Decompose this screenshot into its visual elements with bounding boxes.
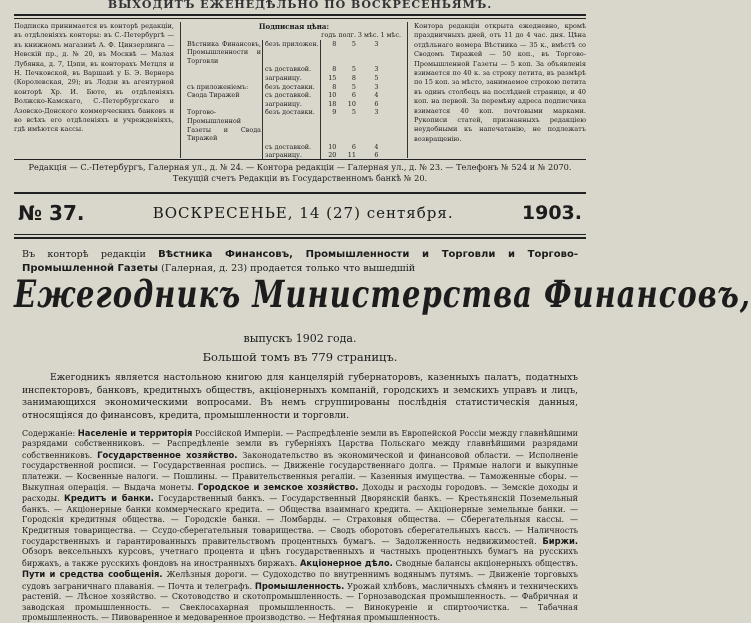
- issue-date: ВОСКРЕСЕНЬЕ, 14 (27) сентября.: [152, 204, 454, 222]
- price-value: 6: [351, 142, 356, 151]
- price-label: заграницу.: [262, 151, 320, 160]
- price-value: 5: [351, 108, 356, 117]
- yearbook-volume: Большой томъ въ 779 страницъ.: [202, 350, 398, 364]
- price-col-head: годъ: [321, 31, 337, 39]
- issue-rule-thin: [14, 234, 586, 235]
- price-value: 4: [374, 91, 379, 100]
- price-value: [379, 91, 402, 100]
- price-value: 8: [332, 82, 337, 91]
- intro-text: Въ конторѣ редакціи: [22, 249, 146, 260]
- contents-section-text: Урожай хлѣбовъ, масличныхъ сѣмянъ и техническихъ растеній. — Лѣсное хозяйство. — Скотоводство и скотопромышленность. — Горнозаводская промышленность. — Фабричная и заводская промышленность. — Свеклосахарная промышленность. — Винокуреніе и спиртоочистка. — Табачная промышленность. — Пивоваренное и медоваренное производство. — Нефтяная промышленность.: [22, 581, 578, 622]
- price-label: заграницу.: [262, 100, 320, 109]
- contents-section-text: Обзоръ вексельныхъ курсовъ, учетнаго процента и цѣнъ государственныхъ и частныхъ процентныхъ бумагъ на русскихъ биржахъ, а также русскихъ фондовъ на иностранныхъ биржахъ.: [22, 547, 578, 568]
- price-group: Свода Тиражей: [187, 91, 240, 100]
- contents-section-title: Биржи.: [542, 536, 579, 547]
- price-value: 8: [351, 73, 356, 82]
- contents-section-title: Промышленность.: [254, 580, 345, 591]
- price-label: безъ доставки.: [262, 108, 320, 142]
- price-value: 6: [374, 151, 379, 160]
- price-group: съ приложеніемъ:: [187, 82, 249, 91]
- contents-section-title: Государственное хозяйство.: [97, 449, 238, 460]
- contents-section-text: Россійской Имперіи. — Распредѣленіе земли въ Европейской Россіи между главнѣйшими разрядами собственниковъ. — Распредѣленіе земли въ губерніяхъ Царства Польскаго между главнѣйшими разрядами собственниковъ.: [22, 429, 579, 460]
- price-value: 8: [332, 39, 337, 48]
- price-label: съ доставкой.: [262, 143, 320, 152]
- price-value: [379, 74, 402, 83]
- masthead-banner: ВЫХОДИТЪ ЕЖЕНЕДѢЛЬНО ПО ВОСКРЕСЕНЬЯМЪ.: [107, 0, 493, 11]
- price-row: [186, 100, 402, 109]
- subscription-notice: Подписка принимается въ конторѣ редакціи, въ отдѣленіяхъ конторы: въ С.-Петербургѣ — въ книжномъ магазинѣ А. Ф. Цинзерлинга — Невскій пр., д. № 20, въ Москвѣ — Малая Лубянка, д. 7, Цэпи, въ конторахъ Метцля и Н. Печковской, въ Варшавѣ у Б. Э. Вернера (Королевская, 29); въ Лодзи въ агентурной конторѣ Хр. И. Бюте, въ отдѣленіяхъ Волжско-Камскаго, С.-Петербургскаго и Азовско-Донского коммерческихъ банковъ и во всѣхъ его отдѣленіяхъ и учрежденіяхъ, гдѣ имѣются кассы.: [14, 22, 181, 158]
- issue-rule-bottom: [14, 237, 586, 239]
- editorial-notice: Контора редакціи открыта ежедневно, кромѣ праздничныхъ дней, отъ 11 до 4 час. дня. Цѣна отдѣльнаго номера Вѣстника — 35 к., вмѣстѣ со Сводомъ Тиражей — 50 коп., въ Торгово-Промышленной Газеты — 5 коп. За объявленія взимается по 40 к. за строку петита, въ размѣрѣ по 15 коп. за мѣсто, занимаемое строкою петита въ одинъ столбецъ на послѣдней странице, и 40 коп. на первой. За перемѣну адреса подписчика взимается 40 коп. почтовыми марками. Рукописи статей, признанныхъ редакціею неудобными къ напечатанію, не подлежатъ возвращенію.: [414, 22, 586, 143]
- contents-section-text: Государственный банкъ. — Государственный Дворянскій банкъ. — Крестьянскій Поземельный банкъ. — Акціонерные банки коммерческаго кредита. — Общества взаимнаго кредита. — Акціонерные земельные банки. — Городскія кредитныя общества. — Городскіе банки. — Ломбарды. — Страховыя общества. — Сберегательныя кассы. — Кредитныя товарищества. — Ссудо-сберегательныя товарищества. — Сводъ оборотовъ сберегательныхъ кассъ. — Наличность государственныхъ и гарантированныхъ правительствомъ процентныхъ бумагъ. — Задолженность недвижимостей.: [22, 494, 579, 547]
- price-row: [186, 108, 402, 142]
- price-value: 11: [347, 151, 356, 160]
- price-value: [379, 143, 402, 152]
- price-value: [379, 83, 402, 92]
- price-value: [379, 108, 402, 142]
- info-rule: [14, 159, 586, 160]
- price-group: [186, 100, 262, 109]
- price-table-head: [186, 31, 402, 40]
- issue-line: [18, 198, 582, 228]
- price-value: 3: [374, 39, 379, 48]
- price-value: 15: [328, 73, 337, 82]
- bank-account-line: Текущій счетъ Редакціи въ Государственномъ банкѣ № 20.: [172, 173, 428, 183]
- intro-publication-name: Вѣстника Финансовъ, Промышленности и Торговли и Торгово-Промышленной Газеты: [22, 249, 578, 274]
- price-value: 6: [374, 99, 379, 108]
- price-row: [186, 91, 402, 100]
- intro-text: (Галерная, д. 23) продается только что вышедшій: [161, 263, 416, 274]
- price-col-head: 3 мѣс.: [357, 31, 379, 39]
- price-group: [186, 143, 262, 152]
- price-value: [379, 65, 402, 74]
- address-line: Редакція — С.-Петербургъ, Галерная ул., д. № 24. — Контора редакціи — Галерная ул., д. № 23. — Телефонъ № 524 и № 2070.: [28, 162, 572, 172]
- price-row: [186, 40, 402, 66]
- issue-year: 1903.: [521, 202, 582, 224]
- price-label: съ доставкой.: [262, 91, 320, 100]
- price-value: 18: [328, 99, 337, 108]
- price-label: заграницу.: [262, 74, 320, 83]
- price-row: [186, 83, 402, 92]
- price-value: 3: [374, 82, 379, 91]
- table-of-contents: [22, 428, 579, 622]
- contents-section-title: Акціонерное дѣло.: [299, 557, 393, 568]
- price-value: 3: [374, 65, 379, 74]
- price-value: 6: [351, 91, 356, 100]
- price-group: [186, 65, 262, 74]
- price-value: 20: [328, 151, 337, 160]
- price-value: 5: [351, 82, 356, 91]
- yearbook-issue: выпускъ 1902 года.: [243, 332, 357, 345]
- price-col-head: полг.: [338, 31, 356, 39]
- price-value: [379, 100, 402, 109]
- contents-section-title: Населеніе и территорія: [77, 428, 193, 438]
- price-group: Торгово-Промышленной Газеты и Свода Тиражей: [187, 108, 261, 143]
- price-value: 5: [351, 39, 356, 48]
- price-value: 3: [374, 108, 379, 117]
- price-row: [186, 74, 402, 83]
- price-value: 10: [347, 99, 356, 108]
- subscription-info: [14, 22, 586, 158]
- price-label: безъ доставки.: [262, 83, 320, 92]
- price-value: [379, 40, 402, 66]
- price-label: съ доставкой.: [262, 65, 320, 74]
- price-value: 4: [374, 142, 379, 151]
- masthead-rule-thin: [14, 18, 586, 19]
- price-group: Вѣстника Финансовъ, Промышленности и Торговли: [187, 39, 261, 65]
- yearbook-description: Ежегодникъ является настольною книгою для канцелярій губернаторовъ, казенныхъ палатъ, податныхъ инспекторовъ, банковъ, кредитныхъ обществъ, акціонерныхъ компаній, городскихъ и земскихъ управъ и лицъ, занимающихся экономическими вопросами. Въ немъ сгруппированы послѣднія статистическія данныя, относящіяся до финансовъ, кредита, промышленности и торговли.: [22, 372, 578, 421]
- price-row: [186, 65, 402, 74]
- price-title: Подписная цѣна:: [258, 22, 330, 31]
- contents-section-text: Желѣзныя дороги. — Судоходство по внутреннимъ водянымъ путямъ. — Движеніе торговыхъ судовъ заграничнаго плаванія. — Почта и телеграфъ.: [22, 570, 578, 591]
- issue-rule-top: [14, 192, 586, 194]
- price-label: безъ приложен.: [262, 40, 320, 66]
- contents-section-title: Кредитъ и банки.: [63, 493, 154, 504]
- price-table: [186, 31, 402, 160]
- issue-number: № 37.: [18, 201, 85, 225]
- yearbook-title: Ежегодникъ Министерства Финансовъ,: [14, 272, 751, 317]
- masthead-rule-top: [14, 14, 586, 16]
- contents-section-text: Сводные балансы акціонерныхъ обществъ.: [395, 558, 579, 568]
- price-value: 5: [374, 73, 379, 82]
- contents-label: Содержаніе:: [22, 429, 76, 438]
- contents-section-text: Доходы и расходы городовъ. — Земскіе доходы и расходы.: [22, 483, 578, 504]
- price-block: [181, 22, 408, 158]
- contents-section-text: Законодательство въ экономической и финансовой области. — Исполненіе государственной росписи. — Государственная роспись. — Движеніе государственнаго долга. — Прямые налоги и выкупные платежи. — Косвенные налоги. — Пошлины. — Правительственныя регаліи. — Казенныя имущества. — Таможенные сборы. — Выкупная операція. — Выдача монеты.: [22, 450, 578, 493]
- price-row: [186, 143, 402, 152]
- price-value: 5: [351, 65, 356, 74]
- price-value: 8: [332, 65, 337, 74]
- contents-section-title: Пути и средства сообщенія.: [22, 569, 163, 580]
- price-group: [186, 74, 262, 83]
- price-value: 10: [328, 91, 337, 100]
- editorial-address: [20, 162, 580, 184]
- price-value: 9: [332, 108, 337, 117]
- contents-section-title: Городское и земское хозяйство.: [197, 482, 359, 493]
- price-col-head: 1 мѣс.: [380, 31, 401, 39]
- price-value: 10: [328, 142, 337, 151]
